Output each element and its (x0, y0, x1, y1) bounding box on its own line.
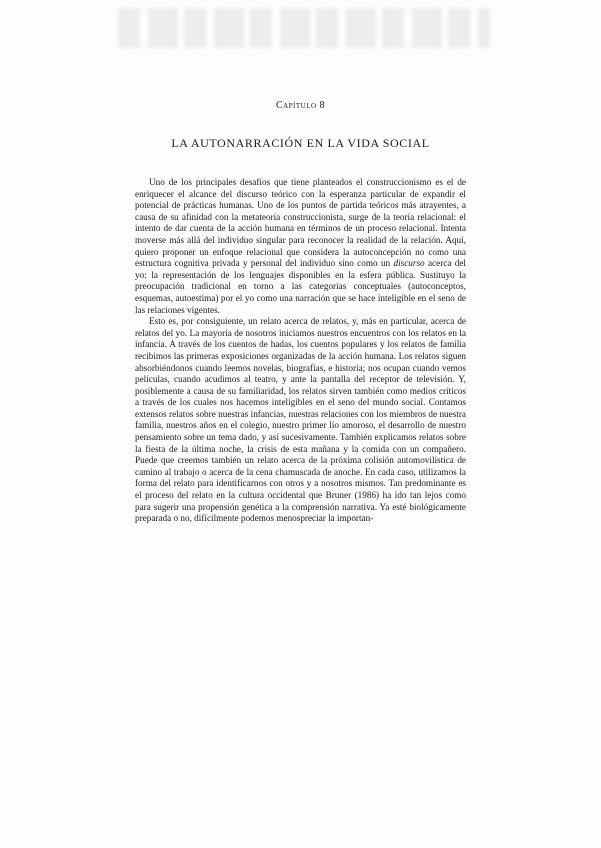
paragraph-1-text-a: Uno de los principales desafíos que tiene planteados el construccionismo es el de enriquecer el alcance del discurso teórico con la esperanza particular de expandir el potencial de prácticas humanas. Uno de los puntos de partida teóricos más atrayentes, a causa de su afinidad con la metateoría construccionista, surge de la teoría relacional: el intento de dar cuenta de la acción humana en términos de un proceso relacional. Intenta moverse más allá del individuo singular para reconocer la realidad de la relación. Aquí, quiero proponer un enfoque relacional que considera la autoconcepción no como una estructura cognitiva privada y personal del individuo sino como un (135, 177, 466, 269)
paragraph-1 (135, 177, 466, 316)
chapter-title: LA AUTONARRACIÓN EN LA VIDA SOCIAL (171, 136, 430, 150)
show-through-text (118, 8, 490, 48)
paragraph-1-text-b: acerca del yo: la representación de los lenguajes disponibles en la esfera pública. Sustituyo la preocupación tradicional en torno a las categorías conceptuales (autoconceptos, esquemas, autoestima) por el yo como una narración que se hace inteligible en el seno de las relaciones vigentes. (135, 258, 466, 315)
paragraph-2: Esto es, por consiguiente, un relato acerca de relatos, y, más en particular, acerca de relatos del yo. La mayoría de nosotros iniciamos nuestros encuentros con los relatos en la infancia. A través de los cuentos de hadas, los cuentos populares y los relatos de familia recibimos las primeras exposiciones organizadas de la acción humana. Los relatos siguen absorbiéndonos cuando leemos novelas, biografías, e historia; nos ocupan cuando vemos películas, cuando acudimos al teatro, y ante la pantalla del receptor de televisión. Y, posiblemente a causa de su familiaridad, los relatos sirven también como medios críticos a través de los cuales nos hacemos inteligibles en el seno del mundo social. Contamos extensos relatos sobre nuestras infancias, nuestras relaciones con los miembros de nuestra familia, nuestros años en el colegio, nuestro primer lío amoroso, el desarrollo de nuestro pensamiento sobre un tema dado, y así sucesivamente. También explicamos relatos sobre la fiesta de la última noche, la crisis de esta mañana y la comida con un compañero. Puede que creemos también un relato acerca de la próxima colisión automovilística de camino al trabajo o acerca de la cena chamuscada de anoche. En cada caso, utilizamos la forma del relato para identificarnos con otros y a nosotros mismos. Tan predominante es el proceso del relato en la cultura occidental que Bruner (1986) ha ido tan lejos como para sugerir una propensión genética a la comprensión narrativa. Ya esté biológicamente preparada o no, difícilmente podemos menospreciar la importan- (135, 316, 466, 524)
body-text (135, 177, 466, 525)
chapter-number: Capítulo 8 (275, 100, 326, 111)
emphasized-word: discurso (393, 258, 425, 269)
